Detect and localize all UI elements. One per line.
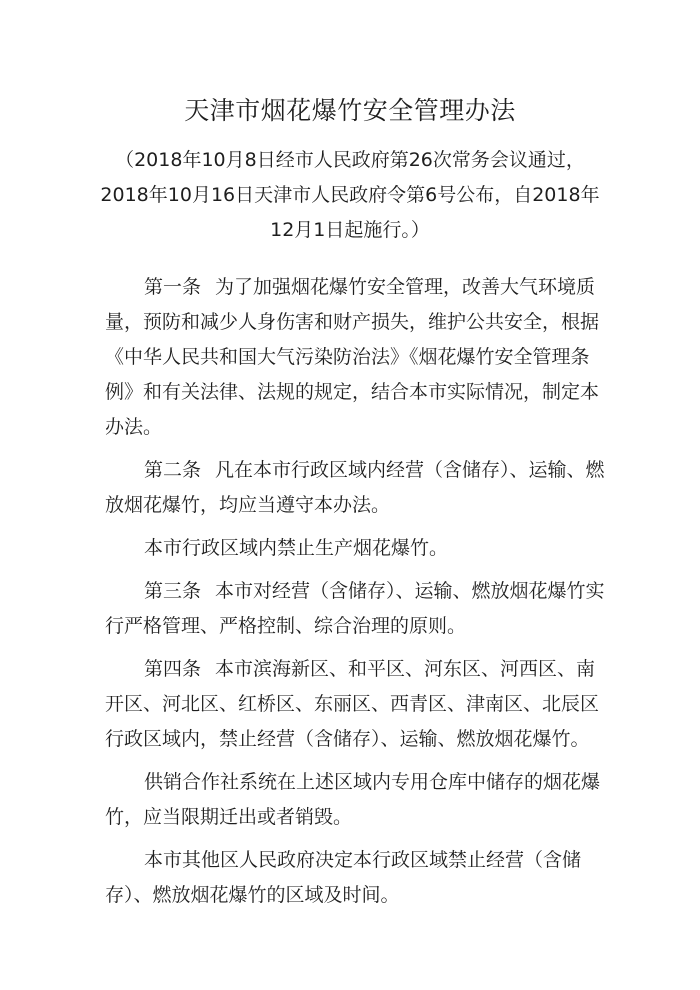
article-number: 第二条	[144, 459, 202, 481]
paragraph-line: 量，预防和减少人身伤害和财产损失，维护公共安全，根据	[105, 311, 600, 333]
body-paragraph	[105, 531, 602, 566]
body-paragraph	[105, 843, 602, 913]
article-number: 第四条	[144, 658, 202, 680]
body-paragraph	[105, 765, 602, 835]
paragraph-line: 本市对经营（含储存）、运输、燃放烟花爆竹实	[215, 580, 605, 602]
paragraph-line: 《中华人民共和国大气污染防治法》《烟花爆竹安全管理条	[105, 346, 590, 368]
paragraph-line: 供销合作社系统在上述区域内专用仓库中储存的烟花爆	[144, 771, 601, 793]
article-paragraph	[105, 453, 605, 523]
article-number: 第三条	[144, 580, 202, 602]
paragraph-line: 开区、河北区、红桥区、东丽区、西青区、津南区、北辰区	[105, 693, 600, 715]
paragraph-line: 为了加强烟花爆竹安全管理，改善大气环境质	[215, 276, 596, 298]
paragraph-line: 凡在本市行政区域内经营（含储存）、运输、燃	[215, 459, 605, 481]
article-number: 第一条	[144, 276, 202, 298]
paragraph-line: 本市其他区人民政府决定本行政区域禁止经营（含储	[144, 849, 582, 871]
paragraph-line: 办法。	[105, 416, 163, 438]
subtitle-line: （2018年10月8日经市人民政府第26次常务会议通过，	[115, 149, 585, 171]
paragraph-line: 本市滨海新区、和平区、河东区、河西区、南	[215, 658, 596, 680]
document-subtitle	[0, 143, 700, 248]
paragraph-line: 本市行政区域内禁止生产烟花爆竹。	[144, 537, 449, 559]
paragraph-line: 放烟花爆竹，均应当遵守本办法。	[105, 494, 391, 516]
subtitle-line: 2018年10月16日天津市人民政府令第6号公布，自2018年	[100, 184, 600, 206]
paragraph-line: 竹，应当限期迁出或者销毁。	[105, 806, 353, 828]
paragraph-line: 行政区域内，禁止经营（含储存）、运输、燃放烟花爆竹。	[105, 728, 590, 750]
subtitle-line: 12月1日起施行。）	[270, 219, 430, 241]
paragraph-line: 行严格管理、严格控制、综合治理的原则。	[105, 615, 467, 637]
document-body	[105, 270, 605, 921]
document-title: 天津市烟花爆竹安全管理办法	[184, 96, 516, 125]
paragraph-line: 例》和有关法律、法规的规定，结合本市实际情况，制定本	[105, 381, 600, 403]
paragraph-line: 存）、燃放烟花爆竹的区域及时间。	[105, 884, 400, 906]
article-paragraph	[105, 574, 605, 644]
article-paragraph	[105, 652, 602, 757]
article-paragraph	[105, 270, 602, 445]
